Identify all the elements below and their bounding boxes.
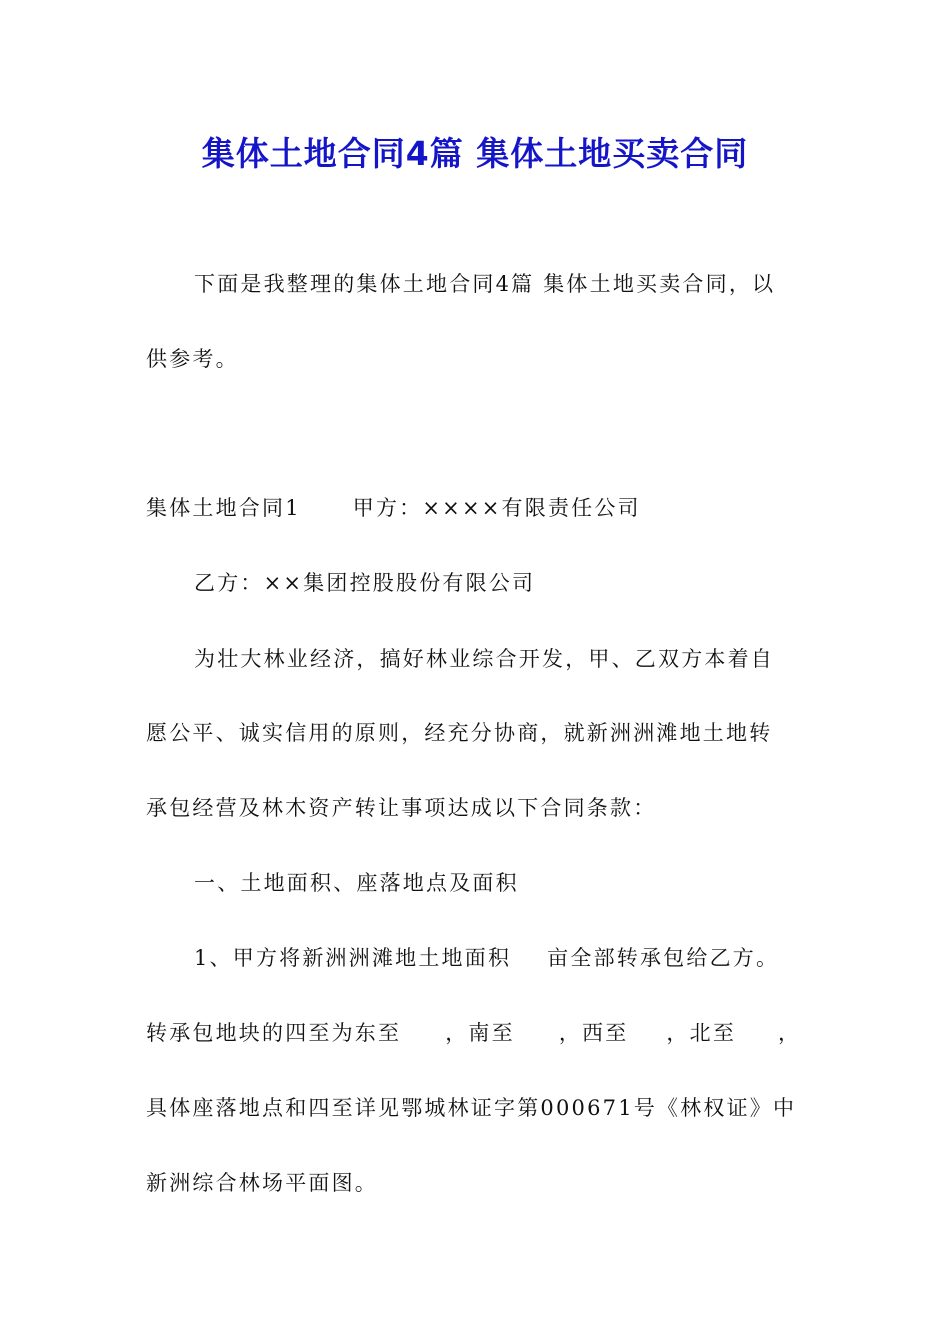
- section-1-heading: 一、土地面积、座落地点及面积: [194, 871, 519, 895]
- clause-1-part-a: 1、甲方将新洲洲滩地土地面积: [194, 946, 512, 970]
- clause-1-boundaries: [146, 1019, 801, 1047]
- contract-heading: 集体土地合同1: [146, 496, 301, 520]
- intro-line-2: 供参考。: [146, 347, 239, 371]
- clause-1-location: 具体座落地点和四至详见鄂城林证字第000671号《林权证》中: [146, 1096, 797, 1120]
- boundary-north: ，北至: [666, 1021, 737, 1045]
- contract-heading-row: [146, 494, 641, 522]
- document-title: 集体土地合同4篇 集体土地买卖合同: [201, 134, 749, 173]
- clause-1-line-1: [194, 944, 779, 972]
- boundary-east: 转承包地块的四至为东至: [146, 1021, 402, 1045]
- party-a: 甲方：××××有限责任公司: [352, 496, 641, 520]
- party-b: 乙方：××集团控股股份有限公司: [194, 571, 536, 595]
- boundary-end-comma: ，: [778, 1021, 802, 1045]
- clause-1-part-b: 亩全部转承包给乙方。: [547, 946, 780, 970]
- purpose-line-1: 为壮大林业经济，搞好林业综合开发，甲、乙双方本着自: [194, 647, 774, 671]
- purpose-line-3: 承包经营及林木资产转让事项达成以下合同条款：: [146, 796, 657, 820]
- boundary-south: ，南至: [445, 1021, 515, 1045]
- clause-1-map: 新洲综合林场平面图。: [146, 1171, 378, 1195]
- boundary-west: ，西至: [558, 1021, 629, 1045]
- intro-line-1: 下面是我整理的集体土地合同4篇 集体土地买卖合同，以: [194, 272, 776, 296]
- purpose-line-2: 愿公平、诚实信用的原则，经充分协商，就新洲洲滩地土地转: [146, 721, 773, 745]
